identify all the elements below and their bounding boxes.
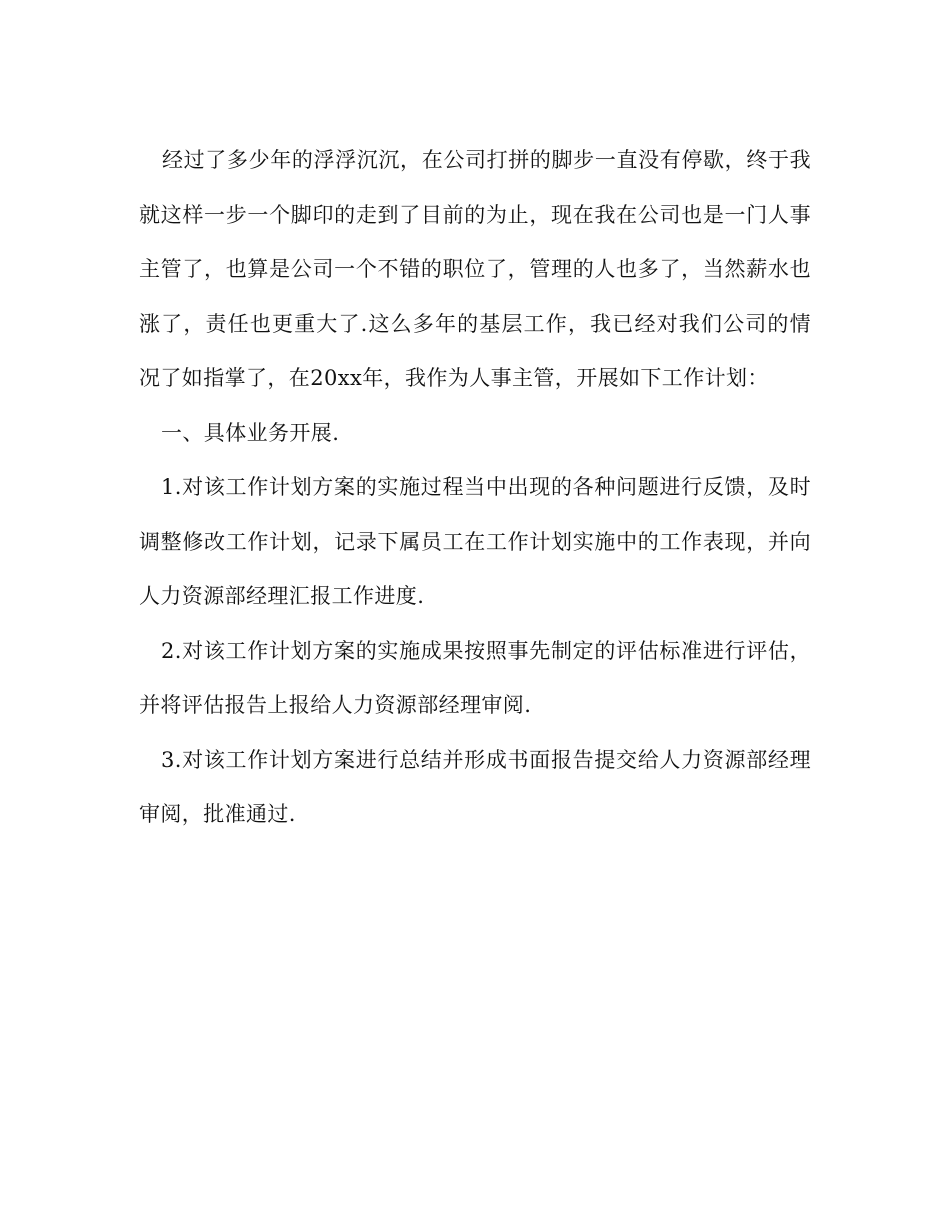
list-item-line: 3.对该工作计划方案进行总结并形成书面报告提交给人力资源部经理: [161, 747, 811, 772]
list-item-line: 审阅，批准通过.: [139, 802, 296, 826]
paragraph-line: 主管了，也算是公司一个不错的职位了，管理的人也多了，当然薪水也: [139, 257, 811, 281]
list-item-line: 人力资源部经理汇报工作进度.: [139, 584, 425, 608]
paragraph-line: 况了如指掌了，在20xx年，我作为人事主管，开展如下工作计划：: [139, 366, 769, 390]
list-item-line: 1.对该工作计划方案的实施过程当中出现的各种问题进行反馈，及时: [161, 475, 811, 499]
list-item-line: 并将评估报告上报给人力资源部经理审阅.: [139, 693, 532, 717]
paragraph-line: 就这样一步一个脚印的走到了目前的为止，现在我在公司也是一门人事: [139, 202, 811, 227]
list-item-line: 调整修改工作计划，记录下属员工在工作计划实施中的工作表现，并向: [139, 529, 811, 554]
paragraph-line: 涨了，责任也更重大了.这么多年的基层工作，我已经对我们公司的情: [139, 311, 811, 336]
paragraph-line: 经过了多少年的浮浮沉沉，在公司打拼的脚步一直没有停歇，终于我: [162, 148, 811, 172]
list-item-line: 2.对该工作计划方案的实施成果按照事先制定的评估标准进行评估，: [161, 638, 811, 663]
section-heading: 一、具体业务开展.: [161, 420, 340, 445]
document-body: [139, 133, 811, 842]
